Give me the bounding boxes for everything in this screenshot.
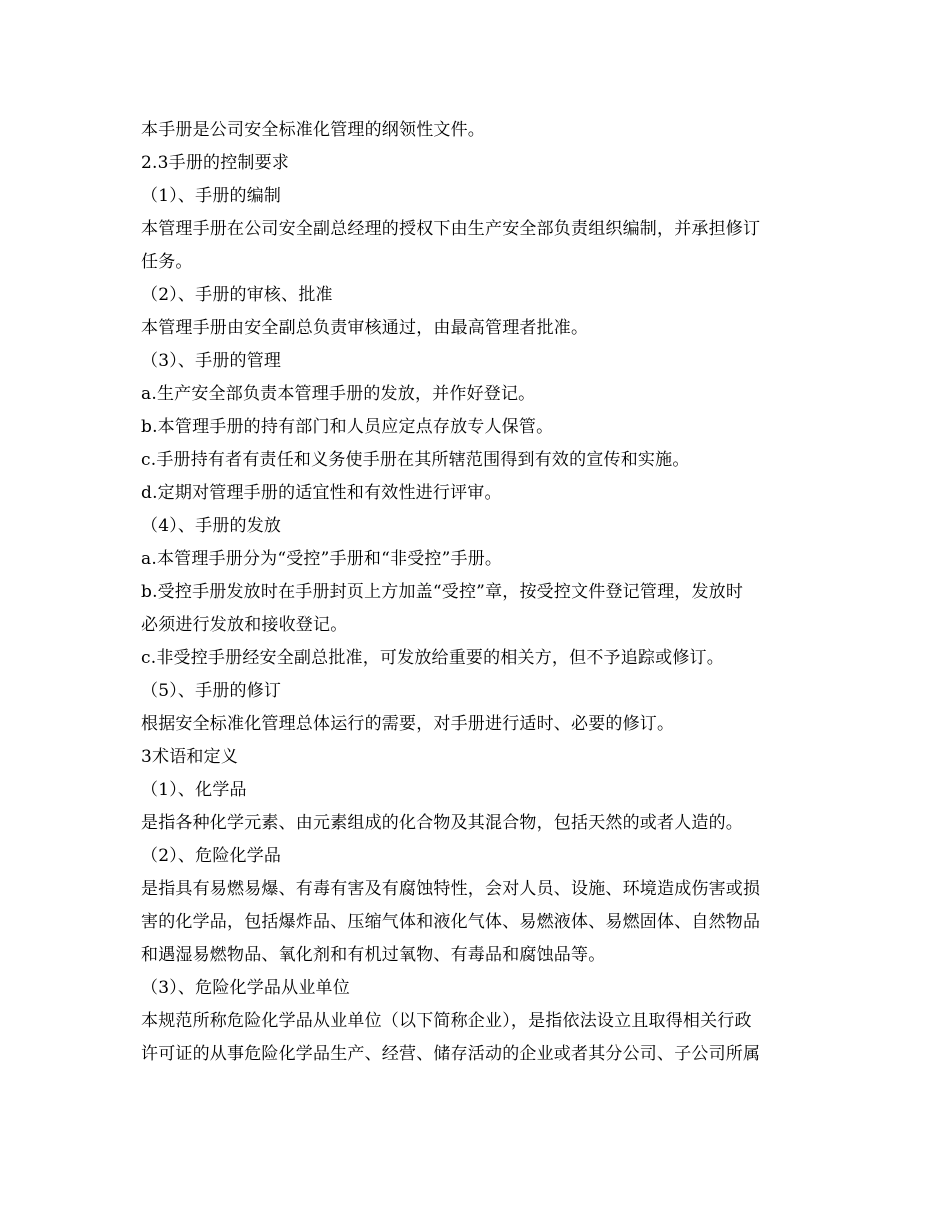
- text-line: 许可证的从事危险化学品生产、经营、储存活动的企业或者其分公司、子公司所属: [141, 1044, 761, 1064]
- subsection-heading: （2）、手册的审核、批准: [141, 285, 333, 305]
- list-item: c.非受控手册经安全副总批准，可发放给重要的相关方，但不予追踪或修订。: [141, 648, 724, 668]
- section-heading: 2.3手册的控制要求: [141, 153, 290, 173]
- list-item: d.定期对管理手册的适宜性和有效性进行评审。: [141, 483, 502, 503]
- text-line: 本手册是公司安全标准化管理的纲领性文件。: [141, 120, 485, 140]
- subsection-heading: （3）、危险化学品从业单位: [141, 978, 350, 998]
- list-item: a.本管理手册分为“受控”手册和“非受控”手册。: [141, 549, 503, 569]
- subsection-heading: （3）、手册的管理: [141, 351, 282, 371]
- subsection-heading: （2）、危险化学品: [141, 846, 282, 866]
- subsection-heading: （5）、手册的修订: [141, 681, 282, 701]
- document-page: [141, 114, 821, 1071]
- list-item: a.生产安全部负责本管理手册的发放，并作好登记。: [141, 384, 536, 404]
- text-line: 必须进行发放和接收登记。: [141, 615, 348, 635]
- list-item: b.本管理手册的持有部门和人员应定点存放专人保管。: [141, 417, 554, 437]
- text-line: 本规范所称危险化学品从业单位（以下简称企业），是指依法设立且取得相关行政: [141, 1011, 752, 1031]
- subsection-heading: （1）、手册的编制: [141, 186, 282, 206]
- text-line: 是指各种化学元素、由元素组成的化合物及其混合物，包括天然的或者人造的。: [141, 813, 743, 833]
- subsection-heading: （4）、手册的发放: [141, 516, 282, 536]
- text-line: 任务。: [141, 252, 193, 272]
- text-line: 是指具有易燃易爆、有毒有害及有腐蚀特性，会对人员、设施、环境造成伤害或损: [141, 879, 761, 899]
- subsection-heading: （1）、化学品: [141, 780, 247, 800]
- text-line: 本管理手册由安全副总负责审核通过，由最高管理者批准。: [141, 318, 589, 338]
- list-item: b.受控手册发放时在手册封页上方加盖“受控”章，按受控文件登记管理，发放时: [141, 582, 744, 602]
- text-line: 和遇湿易燃物品、氧化剂和有机过氧物、有毒品和腐蚀品等。: [141, 945, 606, 965]
- text-line: 本管理手册在公司安全副总经理的授权下由生产安全部负责组织编制，并承担修订: [141, 219, 761, 239]
- text-line: 害的化学品，包括爆炸品、压缩气体和液化气体、易燃液体、易燃固体、自然物品: [141, 912, 761, 932]
- text-line: 根据安全标准化管理总体运行的需要，对手册进行适时、必要的修订。: [141, 714, 675, 734]
- section-heading: 3术语和定义: [141, 747, 239, 767]
- list-item: c.手册持有者有责任和义务使手册在其所辖范围得到有效的宣传和实施。: [141, 450, 690, 470]
